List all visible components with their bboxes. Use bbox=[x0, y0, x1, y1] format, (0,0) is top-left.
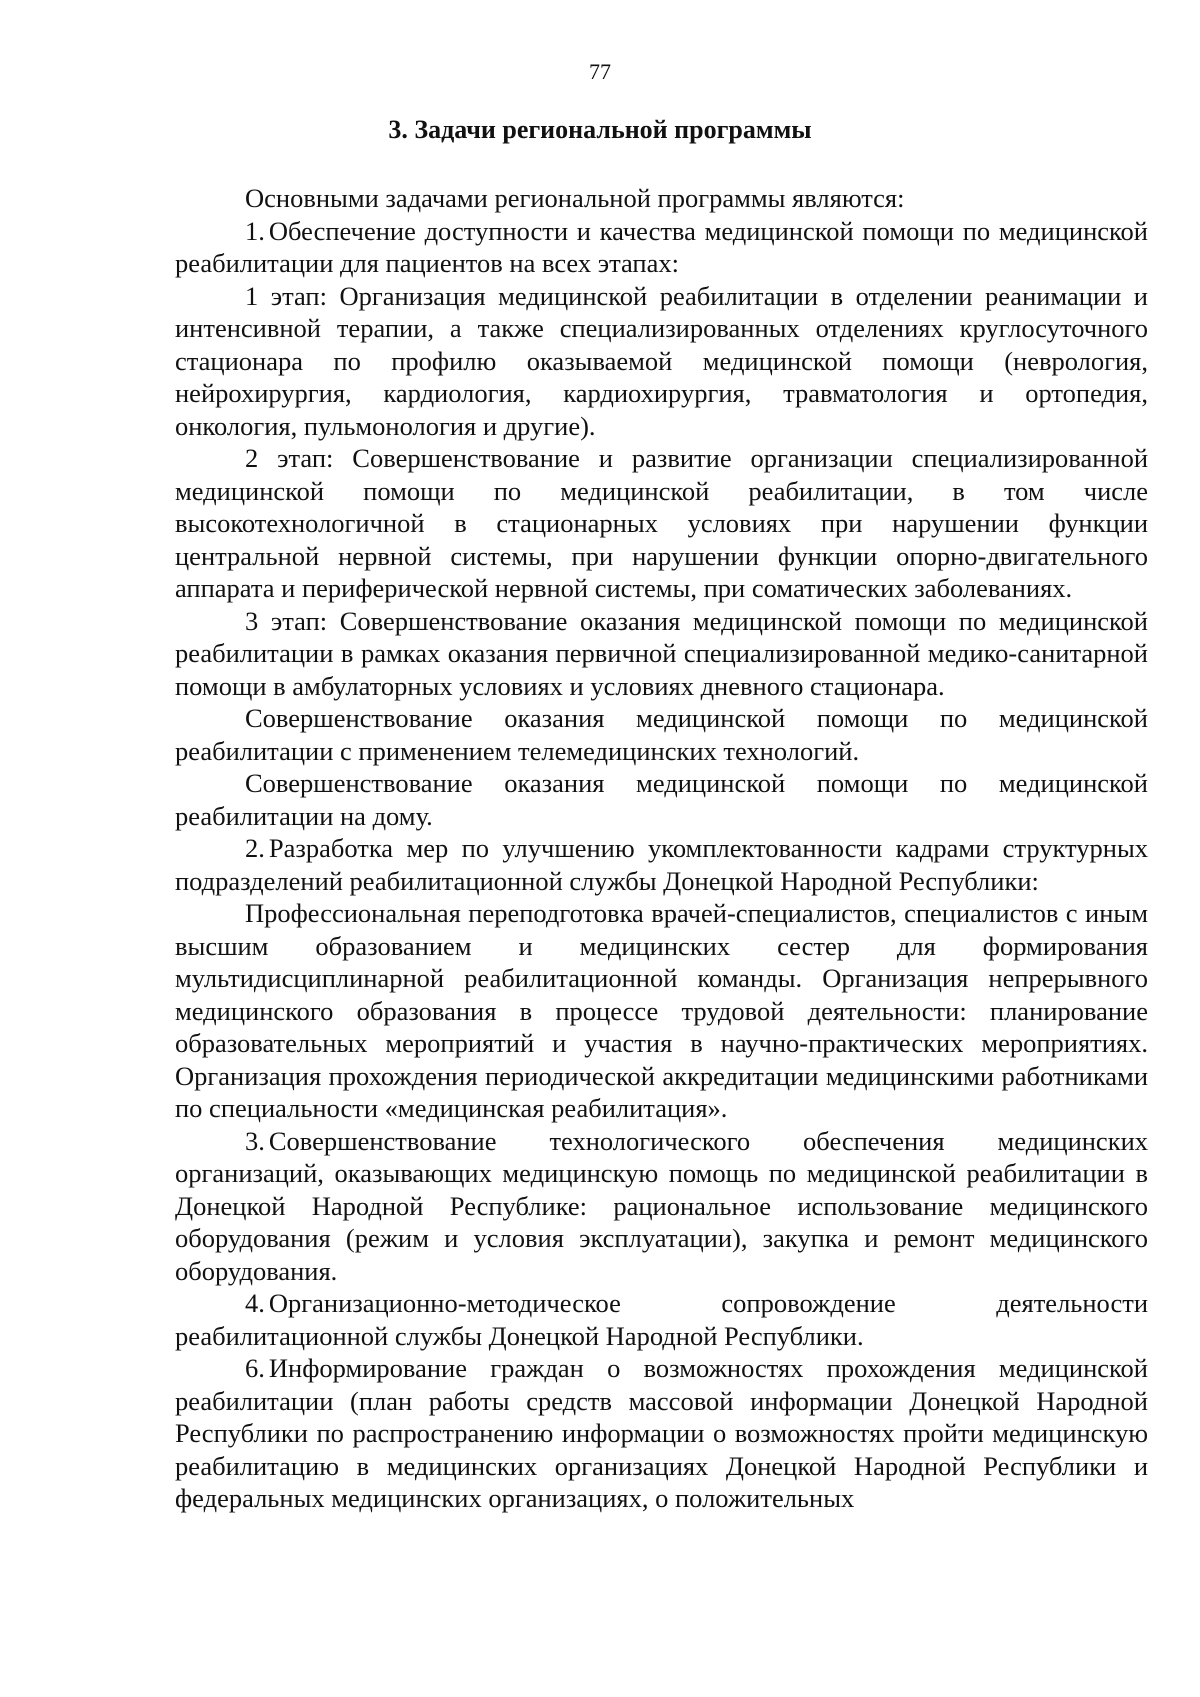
task-item-4: 4. Организационно-методическое сопровождение деятельности реабилитационной службы Донецкой Народной Республики. bbox=[175, 1288, 1148, 1351]
item-number: 6. bbox=[245, 1353, 265, 1383]
body-text bbox=[175, 182, 1148, 1515]
task-item-2: 2. Разработка мер по улучшению укомплектованности кадрами структурных подразделений реабилитационной службы Донецкой Народной Республики: bbox=[175, 833, 1148, 896]
section-heading: 3. Задачи региональной программы bbox=[388, 115, 812, 144]
paragraph-telemedicine: Совершенствование оказания медицинской помощи по медицинской реабилитации с применением телемедицинских технологий. bbox=[175, 703, 1148, 766]
task-item-6: 6. Информирование граждан о возможностях прохождения медицинской реабилитации (план работы средств массовой информации Донецкой Народной Республики по распространению информации о возможностях пройти медицинскую реабилитацию в медицинских организациях Донецкой Народной Республики и федеральных медицинских организациях, о положительных bbox=[175, 1353, 1148, 1513]
paragraph-stage-2: 2 этап: Совершенствование и развитие организации специализированной медицинской помощи по медицинской реабилитации, в том числе высокотехнологичной в стационарных условиях при нарушении функции центральной нервной системы, при нарушении функции опорно-двигательного аппарата и периферической нервной системы, при соматических заболеваниях. bbox=[175, 443, 1148, 603]
paragraph-home-rehab: Совершенствование оказания медицинской помощи по медицинской реабилитации на дому. bbox=[175, 768, 1148, 831]
paragraph-stage-1: 1 этап: Организация медицинской реабилитации в отделении реанимации и интенсивной терапии, а также специализированных отделениях круглосуточного стационара по профилю оказываемой медицинской помощи (неврология, нейрохирургия, кардиология, кардиохирургия, травматология и ортопедия, онкология, пульмонология и другие). bbox=[175, 280, 1148, 441]
page-number: 77 bbox=[589, 59, 611, 84]
paragraph-intro: Основными задачами региональной программы являются: bbox=[245, 183, 905, 213]
task-item-1: 1. Обеспечение доступности и качества медицинской помощи по медицинской реабилитации для пациентов на всех этапах: bbox=[175, 215, 1148, 278]
task-item-3: 3. Совершенствование технологического обеспечения медицинских организаций, оказывающих медицинскую помощь по медицинской реабилитации в Донецкой Народной Республике: рациональное использование медицинского оборудования (режим и условия эксплуатации), закупка и ремонт медицинского оборудования. bbox=[175, 1125, 1148, 1286]
item-number: 3. bbox=[245, 1125, 265, 1156]
item-number: 1. bbox=[245, 215, 265, 246]
item-number: 4. bbox=[245, 1288, 265, 1318]
paragraph-stage-3: 3 этап: Совершенствование оказания медицинской помощи по медицинской реабилитации в рамках оказания первичной специализированной медико-санитарной помощи в амбулаторных условиях и условиях дневного стационара. bbox=[175, 605, 1148, 701]
paragraph-training: Профессиональная переподготовка врачей-специалистов, специалистов с иным высшим образованием и медицинских сестер для формирования мультидисциплинарной реабилитационной команды. Организация непрерывного медицинского образования в процессе трудовой деятельности: планирование образовательных мероприятий и участия в научно-практических мероприятиях. Организация прохождения периодической аккредитации медицинскими работниками по специальности «медицинская реабилитация». bbox=[175, 898, 1148, 1123]
item-number: 2. bbox=[245, 833, 265, 863]
